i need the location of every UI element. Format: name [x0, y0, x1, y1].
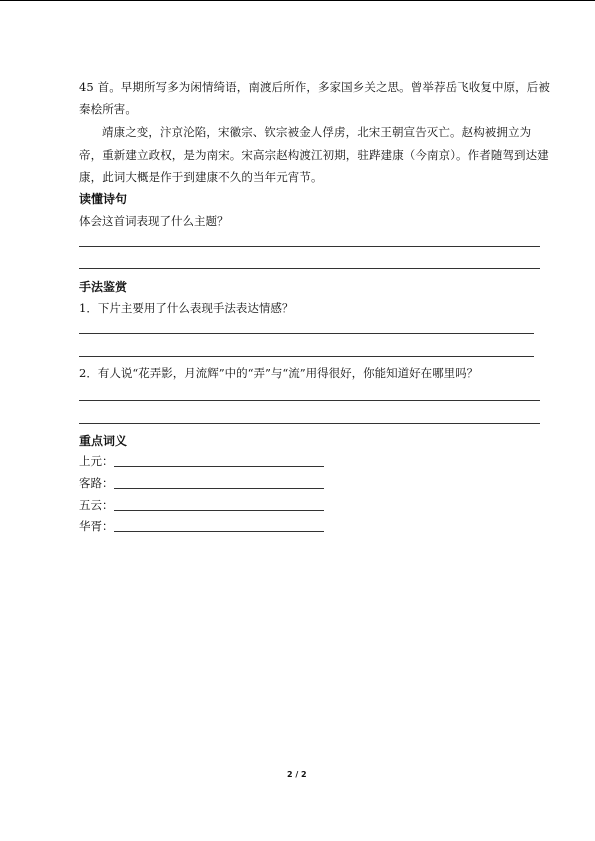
reading-question: 体会这首词表现了什么主题？	[79, 214, 229, 228]
vocab-label-huaxu: 华胥：	[79, 519, 114, 533]
vocab-blank-shangyuan[interactable]	[114, 466, 324, 467]
technique-q1-answer-line-2[interactable]	[79, 356, 534, 357]
technique-q1-answer-line-1[interactable]	[79, 333, 534, 334]
section-heading-reading: 读懂诗句	[79, 192, 128, 206]
technique-question-1: 1．下片主要用了什么表现手法表达情感？	[79, 301, 294, 315]
top-border-rule	[0, 0, 595, 1]
intro-line-2: 秦桧所害。	[79, 102, 137, 116]
section-heading-vocab: 重点词义	[79, 434, 128, 448]
technique-q2-answer-line-2[interactable]	[79, 423, 540, 424]
vocab-label-shangyuan: 上元：	[79, 454, 114, 468]
reading-answer-line-2[interactable]	[79, 268, 540, 269]
vocab-blank-kelu[interactable]	[114, 488, 324, 489]
page-number: 2 / 2	[287, 770, 307, 779]
vocab-blank-huaxu[interactable]	[114, 531, 324, 532]
technique-q2-answer-line-1[interactable]	[79, 400, 540, 401]
reading-answer-line-1[interactable]	[79, 246, 540, 247]
section-heading-technique: 手法鉴赏	[79, 280, 128, 294]
vocab-label-wuyun: 五云：	[79, 498, 114, 512]
intro-line-1: 45 首。早期所写多为闲情绮语，南渡后所作，多家国乡关之思。曾举荐岳飞收复中原，后被	[79, 80, 550, 94]
intro-line-4: 帝，重新建立政权，是为南宋。宋高宗赵构渡江初期，驻跸建康（今南京）。作者随驾到达建	[79, 148, 549, 162]
technique-question-2: 2．有人说“花弄影，月流辉”中的“弄”与“流”用得很好，你能知道好在哪里吗？	[79, 366, 479, 380]
intro-line-5: 康，此词大概是作于到建康不久的当年元宵节。	[79, 170, 323, 184]
intro-line-3: 靖康之变，汴京沦陷，宋徽宗、钦宗被金人俘虏，北宋王朝宣告灭亡。赵构被拥立为	[102, 125, 532, 139]
vocab-label-kelu: 客路：	[79, 476, 114, 490]
vocab-blank-wuyun[interactable]	[114, 510, 324, 511]
